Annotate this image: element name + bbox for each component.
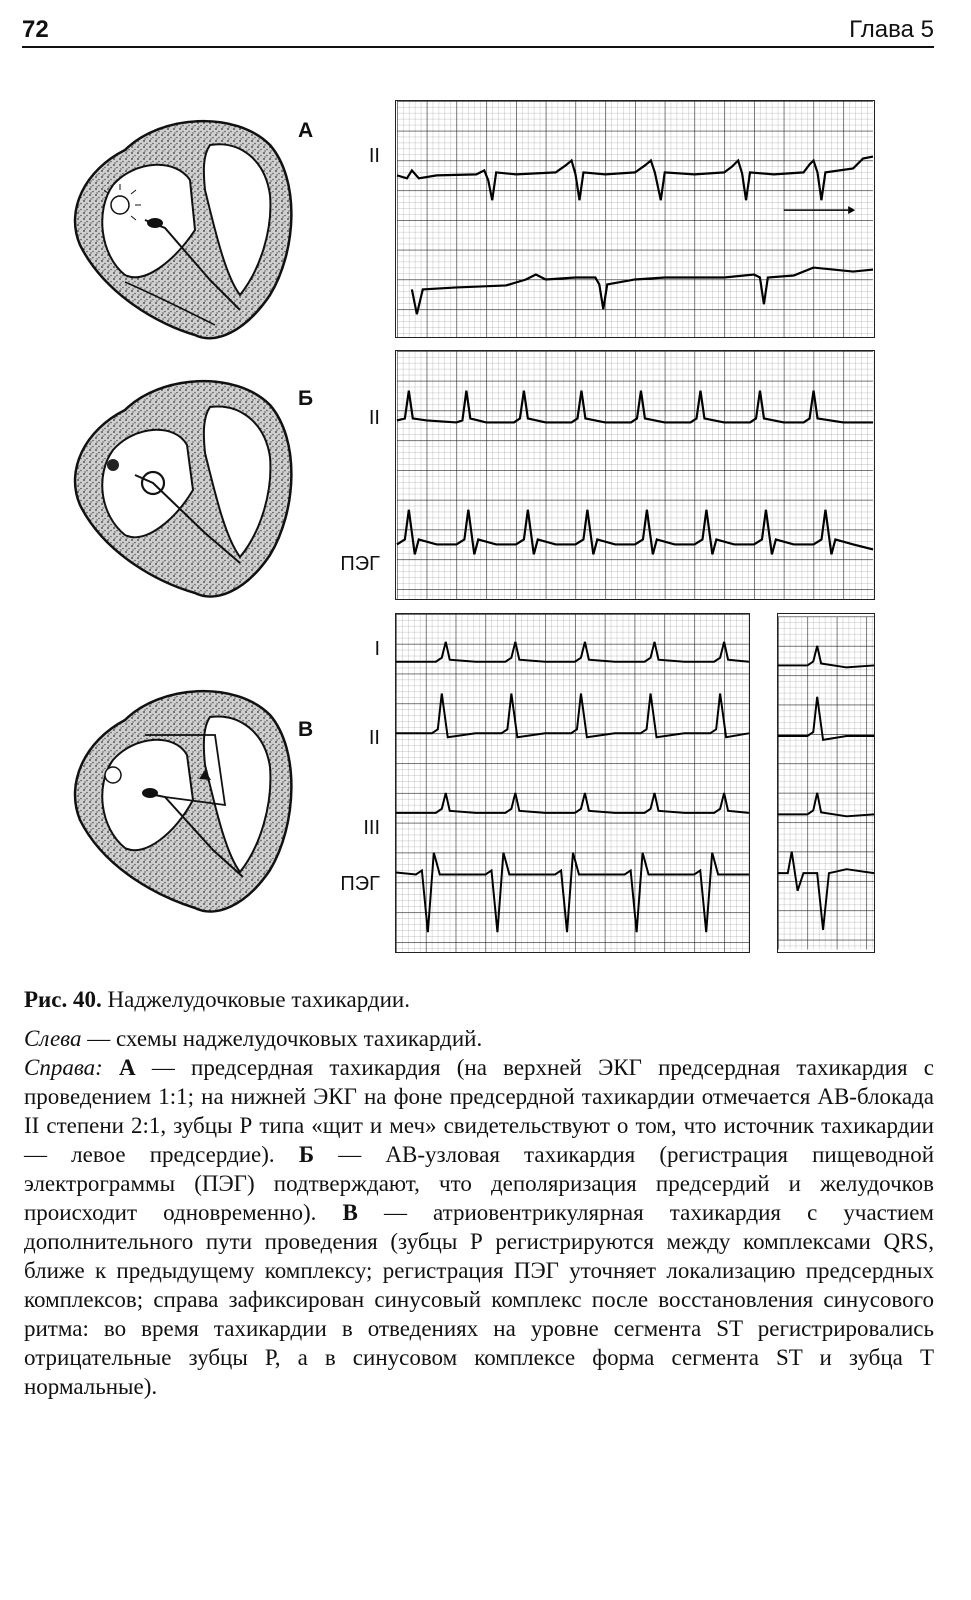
figure-caption — [24, 985, 934, 1401]
chapter-title: Глава 5 — [849, 16, 934, 43]
panel-letter-c: В — [298, 718, 314, 741]
lead-label-c-iii: III — [363, 817, 380, 839]
lead-label-a-ii: II — [368, 145, 380, 167]
caption-title: Рис. 40. Наджелудочковые тахикардии. — [24, 987, 410, 1012]
ecg-strip-c-tachycardia — [395, 613, 750, 953]
caption-right: Справа: А — предсердная тахикардия (на верхней ЭКГ предсердная тахикардия с проведением 1:1; на нижней ЭКГ на фоне предсердной тахикардии отмечается АВ-блокада II степени 2:1, зубцы Р типа «щит и меч» свидетельствуют о том, что источник тахикардии — левое предсердие). Б — АВ-узловая тахикардия (регистрация пищеводной электрограммы (ПЭГ) подтверждают, что деполяризация предсердий и желудочков происходит одновременно). В — атриовентрикулярная тахикардия с участием дополнительного пути проведения (зубцы Р регистрируются между комплексами QRS, ближе к предыдущему комплексу; регистрация ПЭГ уточняет локализацию предсердных комплексов; справа зафиксирован синусовый комплекс после восстановления синусового ритма: во время тахикардии в отведениях на уровне сегмента ST регистрировались отрицательные зубцы Р, а в синусовом комплексе форма сегмента ST и зубца Т нормальные). — [24, 1055, 935, 1399]
ecg-strip-c-sinus — [777, 613, 875, 953]
lead-label-c-ii: II — [368, 727, 380, 749]
heart-diagram-a — [65, 110, 305, 345]
caption-left: Слева — схемы наджелудочковых тахикардий. — [24, 1026, 483, 1051]
panel-letter-a: А — [298, 119, 314, 142]
lead-label-b-ii: II — [368, 407, 380, 429]
lead-label-c-i: I — [374, 638, 380, 660]
heart-diagram-b — [65, 365, 305, 605]
ecg-strip-b — [395, 350, 875, 600]
lead-label-b-peg: ПЭГ — [340, 553, 380, 575]
running-header — [22, 16, 934, 48]
lead-label-c-peg: ПЭГ — [340, 873, 380, 895]
page-number: 72 — [22, 16, 49, 43]
panel-letter-b: Б — [298, 387, 314, 410]
heart-diagram-c — [65, 675, 305, 920]
figure-40 — [60, 95, 900, 965]
ecg-strip-a — [395, 100, 875, 338]
